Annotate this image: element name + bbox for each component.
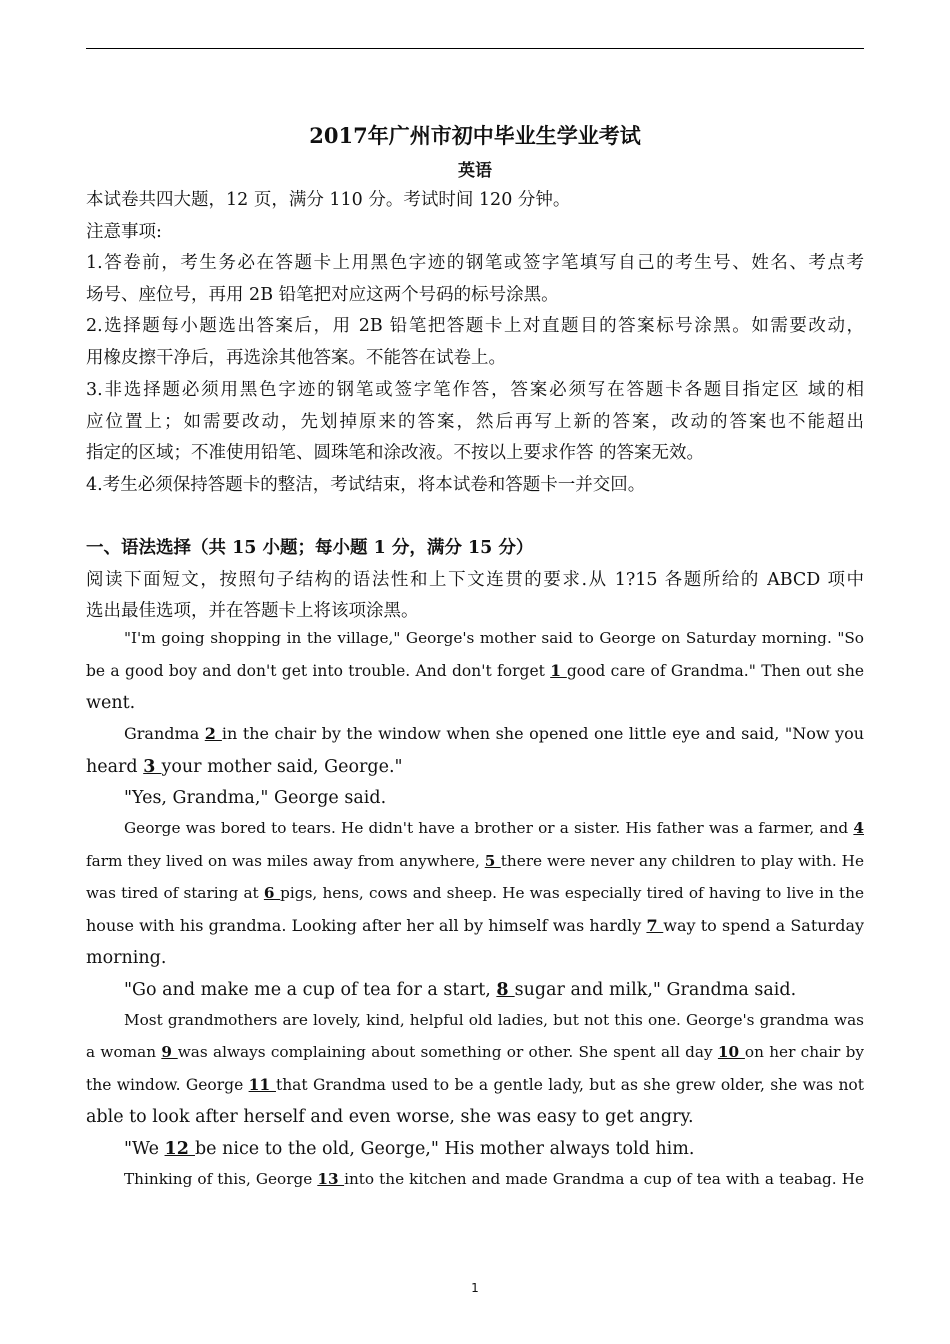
passage-line: Thinking of this, George 13 into the kitchen and made Grandma a cup of tea with a teabag. He	[124, 1170, 865, 1188]
exam-intro: 本试卷共四大题，12 页，满分 110 分。考试时间 120 分钟。	[86, 190, 571, 210]
passage-line: "Go and make me a cup of tea for a start, 8 sugar and milk," Grandma said.	[124, 980, 797, 1000]
passage-line: "I'm going shopping in the village," George's mother said to George on Saturday morning. "So	[124, 629, 864, 647]
passage-line: morning.	[86, 948, 167, 968]
note-line: 2.选择题每小题选出答案后，用 2B 铅笔把答题卡上对直题目的答案标号涂黑。如需要改动，	[86, 316, 864, 336]
note-line: 1.答卷前，考生务必在答题卡上用黑色字迹的钢笔或签字笔填写自己的考生号、姓名、考点考	[86, 253, 864, 273]
note-line: 3.非选择题必须用黑色字迹的钢笔或签字笔作答，答案必须写在答题卡各题目指定区 域的相	[86, 380, 864, 400]
section-heading: 一、语法选择（共 15 小题；每小题 1 分，满分 15 分）	[86, 538, 534, 558]
passage-line: went.	[86, 693, 136, 713]
passage-line: house with his grandma. Looking after her all by himself was hardly 7 way to spend a Saturday	[86, 916, 865, 935]
note-line: 用橡皮擦干净后，再选涂其他答案。不能答在试卷上。	[86, 348, 506, 368]
blank-3: 3	[143, 757, 162, 777]
passage-line: a woman 9 was always complaining about something or other. She spent all day 10 on her chair by	[86, 1043, 864, 1061]
exam-subject: 英语	[458, 161, 492, 181]
blank-4: 4	[853, 819, 864, 837]
blank-12: 12	[164, 1139, 195, 1159]
passage-line: "Yes, Grandma," George said.	[124, 788, 387, 808]
blank-2: 2	[204, 724, 222, 743]
blank-6: 6	[263, 884, 281, 902]
passage-line: Most grandmothers are lovely, kind, helpful old ladies, but not this one. George's grandma was	[124, 1011, 864, 1029]
blank-1: 1	[550, 661, 567, 680]
blank-11: 11	[248, 1075, 276, 1094]
blank-10: 10	[717, 1043, 745, 1061]
passage-line: "We 12 be nice to the old, George," His mother always told him.	[124, 1139, 695, 1159]
passage-line: farm they lived on was miles away from anywhere, 5 there were never any children to play with. He	[86, 852, 864, 870]
note-line: 应位置上；如需要改动，先划掉原来的答案，然后再写上新的答案，改动的答案也不能超出	[86, 412, 864, 432]
passage-line: be a good boy and don't get into trouble. And don't forget 1 good care of Grandma." Then out she	[86, 661, 864, 680]
blank-13: 13	[317, 1170, 345, 1188]
exam-title: 2017年广州市初中毕业生学业考试	[309, 123, 641, 148]
blank-7: 7	[646, 916, 664, 935]
passage-line: was tired of staring at 6 pigs, hens, cows and sheep. He was especially tired of having to live in the	[86, 884, 865, 902]
passage-line: Grandma 2 in the chair by the window when she opened one little eye and said, "Now you	[124, 724, 865, 743]
passage-line: George was bored to tears. He didn't have a brother or a sister. His father was a farmer, and 4	[124, 819, 864, 837]
blank-9: 9	[161, 1043, 178, 1061]
section-instructions: 阅读下面短文，按照句子结构的语法性和上下文连贯的要求.从 1?15 各题所给的 ABCD 项中	[86, 570, 864, 590]
blank-8: 8	[496, 980, 515, 1000]
page-number: 1	[471, 1281, 479, 1295]
note-line: 指定的区域；不准使用铅笔、圆珠笔和涂改液。不按以上要求作答 的答案无效。	[86, 443, 705, 463]
passage-line: the window. George 11 that Grandma used to be a gentle lady, but as she grew older, she was not	[86, 1075, 864, 1094]
header-rule	[86, 48, 864, 49]
passage-line: able to look after herself and even worse, she was easy to get angry.	[86, 1107, 694, 1127]
note-line: 4.考生必须保持答题卡的整洁，考试结束，将本试卷和答题卡一并交回。	[86, 475, 646, 495]
section-instructions: 选出最佳选项，并在答题卡上将该项涂黑。	[86, 601, 419, 621]
note-line: 场号、座位号，再用 2B 铅笔把对应这两个号码的标号涂黑。	[86, 285, 559, 305]
notes-title: 注意事项:	[86, 222, 162, 242]
blank-5: 5	[484, 852, 501, 870]
passage-line: heard 3 your mother said, George."	[86, 757, 403, 777]
